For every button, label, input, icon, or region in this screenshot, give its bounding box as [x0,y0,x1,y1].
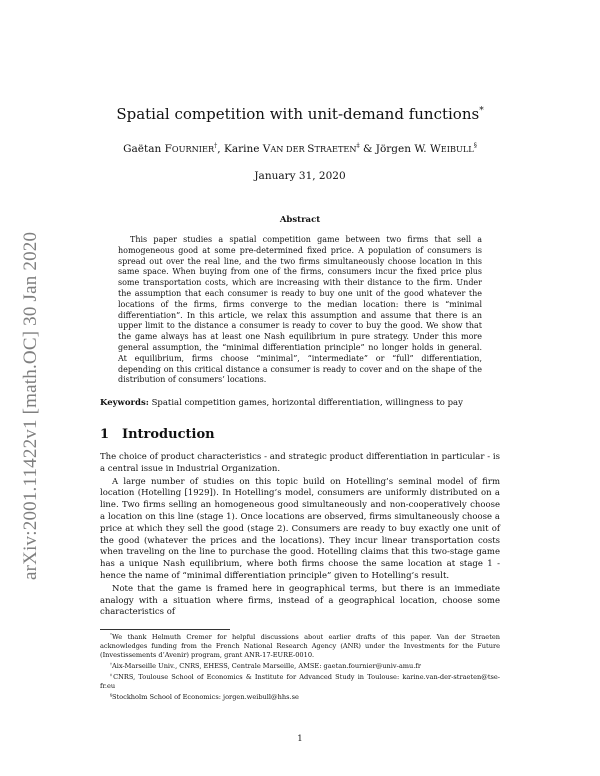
author-1-first-name: Gaëtan [123,143,162,155]
keywords [100,398,500,408]
author-1-footnote-mark: † [214,142,218,150]
footnote-text: Stockholm School of Economics: jorgen.weibull@hhs.se [111,693,299,701]
author-separator: , [217,143,221,155]
abstract-heading: Abstract [279,215,321,225]
footnote-text: CNRS, Toulouse School of Economics & Institute for Advanced Study in Toulouse: karine.van-der-straeten@tse-fr.eu [100,673,500,690]
title-text: Spatial competition with unit-demand functions [116,105,480,123]
footnote [100,662,500,671]
abstract-text: This paper studies a spatial competition game between two firms that sell a homogeneous good at some pre-determined fixed price. A population of consumers is spread out over the real line, and the two firms simultaneously choose location in this same space. When buying from one of the firms, consumers incur the fixed price plus some transportation costs, which are increasing with their distance to the firm. Under the assumption that each consumer is ready to buy one unit of the good whatever the locations of the firms, firms converge to the median location: there is “minimal differentiation”. In this article, we relax this assumption and assume that there is an upper limit to the distance a consumer is ready to cover to buy the good. We show that the game always has at least one Nash equilibrium in pure strategy. Under this more general assumption, the “minimal differentiation principle” no longer holds in general. At equilibrium, firms choose “minimal”, “intermediate” or “full” differentiation, depending on this critical distance a consumer is ready to cover and on the shape of the distribution of consumers’ locations. [118,235,482,385]
section-title: Introduction [122,427,215,442]
page-number: 1 [297,734,303,744]
author-1-last-initial: F [164,143,172,155]
footnote [100,673,500,691]
introduction-body [100,452,500,620]
intro-paragraph: The choice of product characteristics - and strategic product differentiation in particular - is a central issue in Industrial Organization. [100,452,500,474]
section-heading [100,427,500,442]
footnote-mark: * [110,631,112,637]
author-1-last-name: OURNIER [171,144,215,154]
footnote-text: We thank Helmuth Cremer for helpful discussions about earlier drafts of this paper. Van der Straeten acknowledges funding from the French National Research Agency (ANR) under the Investments for the Future (Investissements d’Avenir) program, grant ANR-17-EURE-0010. [100,633,500,659]
author-2-first-name: Karine [223,143,260,155]
section-number: 1 [100,427,110,442]
footnote [100,693,500,702]
author-2-footnote-mark: ‡ [356,142,360,150]
author-3-last-name: EIBULL [440,144,474,154]
paper-title [100,105,500,123]
paper-page [100,0,500,776]
author-list [100,143,500,155]
footnote-mark: § [110,691,112,697]
footnote-mark: † [110,660,112,666]
footnote-mark: ‡ [110,671,114,677]
footnote [100,633,500,660]
footnote-divider [100,629,230,630]
intro-paragraph: A large number of studies on this topic build on Hotelling’s seminal model of firm location (Hotelling [1929]). In Hotelling’s model, consumers are uniformly distributed on a line. Two firms selling an homogeneous good simultaneously and non-cooperatively choose a location on this line (stage 1). Once locations are observed, firms simultaneously choose a price at which they sell the good (stage 2). Consumers are ready to buy exactly one unit of the good (whatever the prices and the locations). They incur linear transportation costs when traveling on the line to purchase the good. Hotelling claims that this two-stage game has a unique Nash equilibrium, where both firms choose the same location at stage 1 - hence the name of “minimal differentiation principle” given to Hotelling’s result. [100,476,500,581]
footnotes [100,633,500,704]
paper-date: January 31, 2020 [254,170,346,182]
author-3-first-name: Jörgen W. [375,143,427,155]
author-3-last-initial: W [429,143,441,155]
title-footnote-mark: * [479,106,484,116]
keywords-label: Keywords: [100,398,149,408]
keywords-text: Spatial competition games, horizontal differentiation, willingness to pay [151,398,463,408]
author-3-footnote-mark: § [473,142,477,150]
author-2-last-initial-2: S [307,143,315,155]
author-2-last-initial: V [262,143,271,155]
intro-paragraph: Note that the game is framed here in geographical terms, but there is an immediate analogy with a situation where firms, instead of a geographical location, choose some characteristics of [100,583,500,618]
author-2-last-name: TRAETEN [314,144,357,154]
footnote-text: Aix-Marseille Univ., CNRS, EHESS, Centrale Marseille, AMSE: gaetan.fournier@univ-amu.fr [111,662,421,670]
author-2-last-name-part: AN DER [270,144,308,154]
author-separator: & [359,143,373,155]
arxiv-identifier-stamp: arXiv:2001.11422v1 [math.OC] 30 Jan 2020 [20,231,41,580]
